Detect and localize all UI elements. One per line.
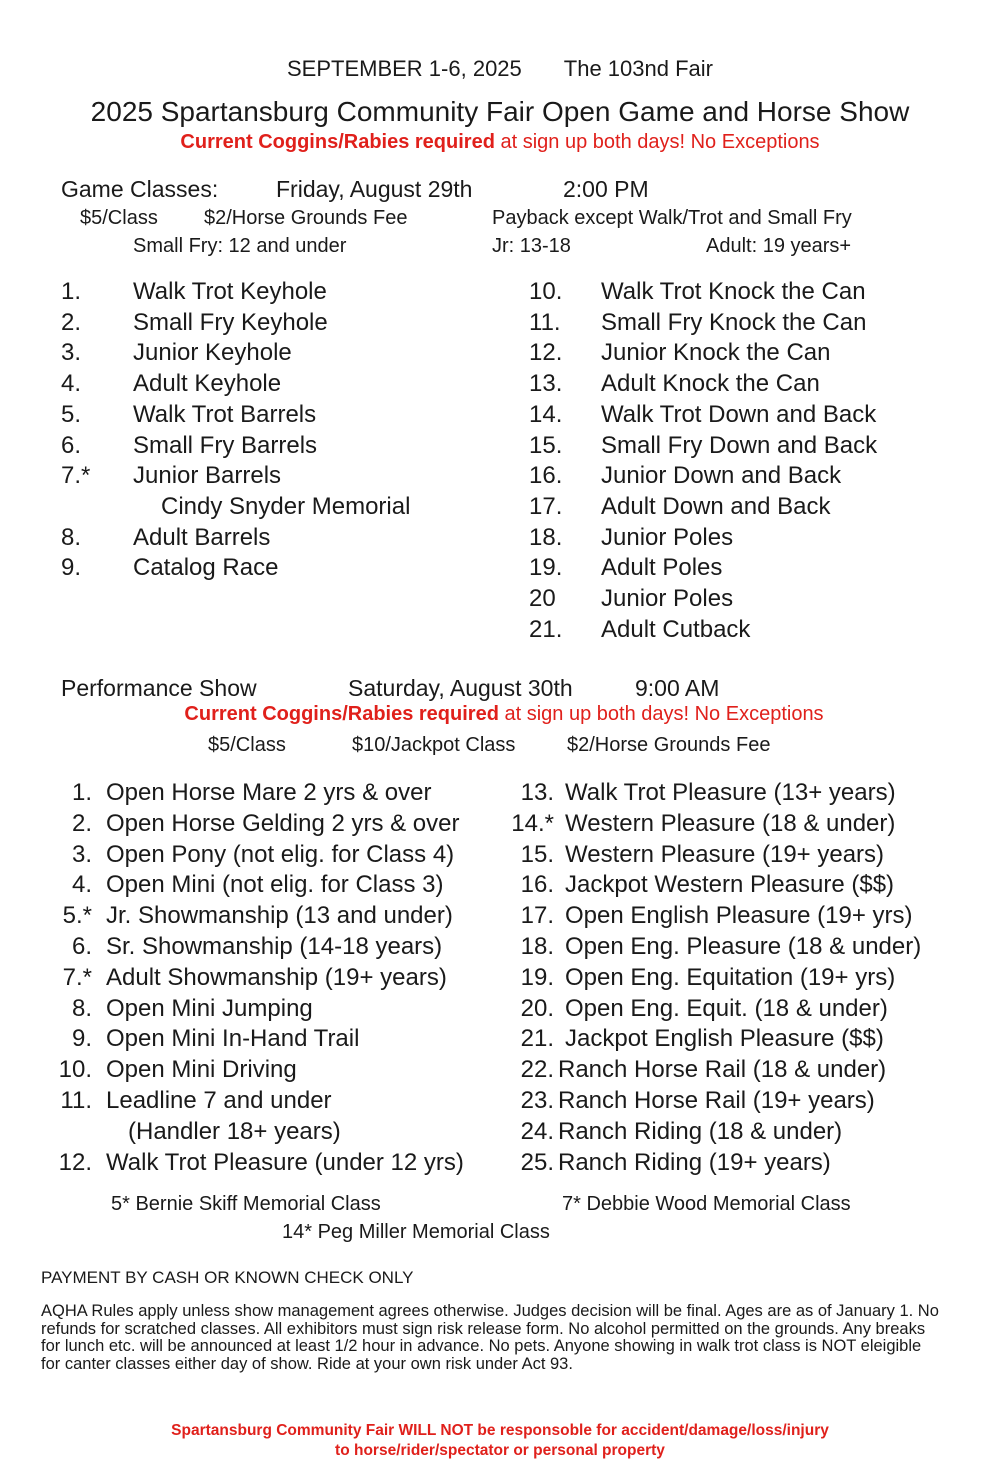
- rules-paragraph: AQHA Rules apply unless show management agrees otherwise. Judges decision will be final. Ages are as of January 1. No refunds for scratched classes. All exhibitors must sign risk release form. No alcohol permitted on the grounds. Any breaks for lunch etc. will be announced at least 1/2 hour in advance. No pets. Anyone showing in walk trot class is NOT eleigible for canter classes either day of show. Ride at your own risk under Act 93.: [41, 1302, 939, 1373]
- class-number: 13.: [520, 779, 554, 806]
- class-name: Junior Poles: [601, 523, 734, 551]
- class-name: Open Eng. Equitation (19+ yrs): [565, 963, 896, 991]
- class-name: Small Fry Down and Back: [601, 431, 878, 459]
- liability-disclaimer-line-2: to horse/rider/spectator or personal property: [335, 1442, 665, 1459]
- class-number: 10.: [58, 1056, 92, 1084]
- class-number: 1.: [71, 779, 92, 806]
- class-name: Open Mini In-Hand Trail: [106, 1025, 360, 1053]
- class-name: Walk Trot Pleasure (under 12 yrs): [106, 1148, 464, 1176]
- game-fee-grounds: $2/Horse Grounds Fee: [204, 207, 408, 229]
- class-name: Open Horse Mare 2 yrs & over: [106, 779, 432, 806]
- class-number: 6.: [61, 431, 82, 459]
- class-name: Open Horse Gelding 2 yrs & over: [106, 809, 460, 837]
- class-name: Walk Trot Keyhole: [133, 278, 327, 305]
- class-name: Adult Keyhole: [133, 370, 282, 398]
- performance-fee-class: $5/Class: [208, 734, 286, 756]
- class-number: 23.: [520, 1087, 554, 1114]
- game-classes-label: Game Classes:: [61, 176, 219, 202]
- class-number: 16.: [520, 871, 554, 899]
- class-name: Adult Knock the Can: [601, 370, 820, 398]
- class-number: 10.: [529, 278, 563, 305]
- performance-fee-grounds: $2/Horse Grounds Fee: [567, 734, 771, 756]
- class-name: Small Fry Keyhole: [133, 308, 328, 336]
- class-number: 25.: [520, 1148, 554, 1176]
- class-name: Western Pleasure (19+ years): [565, 840, 885, 868]
- liability-disclaimer-line-1: Spartansburg Community Fair WILL NOT be responsoble for accident/damage/loss/injury: [171, 1422, 829, 1439]
- class-name: Junior Knock the Can: [601, 339, 831, 367]
- class-number: 5.*: [62, 902, 92, 930]
- memorial-class-14: 14* Peg Miller Memorial Class: [282, 1221, 550, 1243]
- payment-note: PAYMENT BY CASH OR KNOWN CHECK ONLY: [41, 1268, 414, 1287]
- class-number: 15.: [529, 431, 563, 459]
- class-number: 8.: [71, 994, 92, 1022]
- class-name: Adult Poles: [601, 554, 723, 582]
- performance-show-label: Performance Show: [61, 675, 257, 701]
- class-name: Catalog Race: [133, 554, 279, 582]
- class-number: 19.: [520, 963, 554, 991]
- class-name: Ranch Horse Rail (18 & under): [558, 1056, 887, 1084]
- class-number: 11.: [60, 1087, 92, 1114]
- class-number: 6.: [71, 933, 92, 960]
- class-number: 3.: [61, 339, 82, 367]
- performance-fee-jackpot: $10/Jackpot Class: [352, 734, 516, 756]
- class-number: 9.: [71, 1025, 92, 1053]
- class-name: Open Mini Driving: [106, 1056, 297, 1084]
- class-name: Jackpot Western Pleasure ($$): [565, 871, 895, 899]
- performance-show-time: 9:00 AM: [635, 675, 720, 701]
- game-payback: Payback except Walk/Trot and Small Fry: [492, 207, 852, 229]
- class-name: Small Fry Knock the Can: [601, 308, 867, 336]
- class-number: 2.: [61, 308, 82, 336]
- class-name: Open Eng. Equit. (18 & under): [565, 994, 888, 1022]
- class-number: 1.: [61, 278, 82, 305]
- event-dates-line: [0, 56, 1000, 82]
- class-name: Walk Trot Pleasure (13+ years): [565, 779, 896, 806]
- class-number: 15.: [520, 840, 554, 868]
- class-number: 11.: [529, 308, 561, 336]
- game-classes-time: 2:00 PM: [563, 176, 649, 202]
- class-name: Leadline 7 and under: [106, 1087, 332, 1114]
- class-number: 12.: [58, 1148, 92, 1176]
- page-title: 2025 Spartansburg Community Fair Open Game and Horse Show: [90, 96, 910, 127]
- class-name: Adult Barrels: [133, 523, 271, 551]
- class-number: 21.: [529, 615, 563, 643]
- game-classes-day: Friday, August 29th: [276, 176, 473, 202]
- class-name: Ranch Riding (18 & under): [558, 1117, 843, 1145]
- memorial-class-7: 7* Debbie Wood Memorial Class: [562, 1193, 851, 1215]
- class-number: 5.: [61, 400, 82, 428]
- class-number: 13.: [529, 370, 563, 398]
- class-name: (Handler 18+ years): [128, 1117, 341, 1145]
- class-number: 17.: [520, 902, 554, 930]
- age-small-fry: Small Fry: 12 and under: [133, 235, 347, 257]
- class-name: Adult Showmanship (19+ years): [106, 963, 447, 991]
- memorial-class-5: 5* Bernie Skiff Memorial Class: [111, 1193, 381, 1215]
- game-fee-class: $5/Class: [80, 207, 158, 229]
- class-number: 7.*: [62, 963, 92, 991]
- class-name: Jackpot English Pleasure ($$): [565, 1025, 884, 1053]
- class-number: 22.: [520, 1056, 554, 1084]
- class-number: 7.*: [61, 462, 91, 490]
- class-number: 12.: [529, 339, 563, 367]
- class-number: 19.: [529, 554, 563, 582]
- class-name: Adult Cutback: [601, 615, 751, 643]
- class-number: 20.: [520, 994, 554, 1022]
- age-junior: Jr: 13-18: [492, 235, 571, 257]
- class-name: Open Mini (not elig. for Class 3): [106, 871, 444, 899]
- class-name: Western Pleasure (18 & under): [565, 809, 896, 837]
- class-number: 18.: [520, 933, 554, 960]
- class-name: Small Fry Barrels: [133, 431, 318, 459]
- class-number: 16.: [529, 462, 563, 490]
- class-number: 24.: [520, 1117, 554, 1145]
- class-number: 9.: [61, 554, 82, 582]
- performance-coggins-requirement: Current Coggins/Rabies required at sign up both days! No Exceptions: [184, 703, 824, 725]
- class-number: 4.: [61, 370, 82, 398]
- class-name: Open Mini Jumping: [106, 994, 313, 1022]
- event-dates: SEPTEMBER 1-6, 2025: [287, 56, 522, 81]
- class-number: 17.: [529, 492, 563, 520]
- class-name: Open English Pleasure (19+ yrs): [565, 902, 913, 930]
- class-name: Adult Down and Back: [601, 492, 831, 520]
- class-name: Junior Poles: [601, 585, 734, 612]
- class-number: 14.: [529, 400, 563, 428]
- class-name: Junior Down and Back: [601, 462, 842, 490]
- class-number: 2.: [71, 809, 92, 837]
- class-name: Open Pony (not elig. for Class 4): [106, 840, 455, 868]
- class-name: Jr. Showmanship (13 and under): [106, 902, 453, 930]
- age-adult: Adult: 19 years+: [706, 235, 852, 257]
- coggins-requirement: Current Coggins/Rabies required at sign up both days! No Exceptions: [180, 131, 820, 153]
- class-name: Ranch Riding (19+ years): [558, 1148, 831, 1176]
- class-name: Walk Trot Knock the Can: [601, 278, 866, 305]
- performance-show-day: Saturday, August 30th: [348, 675, 573, 701]
- class-name: Sr. Showmanship (14-18 years): [106, 933, 443, 960]
- class-name: Cindy Snyder Memorial: [161, 492, 411, 520]
- class-number: 21.: [520, 1025, 554, 1053]
- class-number: 4.: [71, 871, 92, 899]
- class-number: 3.: [71, 840, 92, 868]
- class-number: 8.: [61, 523, 82, 551]
- class-name: Walk Trot Down and Back: [601, 400, 877, 428]
- class-name: Walk Trot Barrels: [133, 400, 317, 428]
- class-name: Junior Barrels: [133, 462, 282, 490]
- class-name: Junior Keyhole: [133, 339, 292, 367]
- class-number: 14.*: [511, 809, 554, 837]
- fair-number: The 103nd Fair: [563, 56, 713, 81]
- class-number: 20: [529, 585, 556, 612]
- class-name: Open Eng. Pleasure (18 & under): [565, 933, 922, 960]
- class-number: 18.: [529, 523, 563, 551]
- class-name: Ranch Horse Rail (19+ years): [558, 1087, 875, 1114]
